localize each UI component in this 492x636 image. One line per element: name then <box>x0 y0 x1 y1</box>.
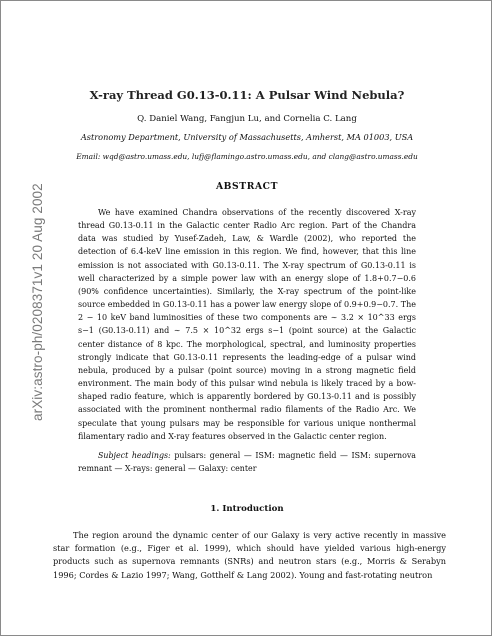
arxiv-stamp: arXiv:astro-ph/0208371v1 20 Aug 2002 <box>30 183 45 421</box>
subject-headings-text: pulsars: general — ISM: magnetic field — ISM: supernova remnant — X-rays: general — Galaxy: center <box>78 451 417 473</box>
subject-headings <box>78 449 416 475</box>
author-list: Q. Daniel Wang, Fangjun Lu, and Cornelia C. Lang <box>137 114 357 124</box>
email-line: Email: wqd@astro.umass.edu, lufj@flamingo.astro.umass.edu, and clang@astro.umass.edu <box>76 152 418 161</box>
abstract-heading: ABSTRACT <box>215 181 279 192</box>
introduction-text: The region around the dynamic center of our Galaxy is very active recently in massive star formation (e.g., Figer et al. 1999), which should have yielded various high-energy products such as supernova remnants (SNRs) and neutron stars (e.g., Morris & Serabyn 1996; Cordes & Lazio 1997; Wang, Gotthelf & Lang 2002). Young and fast-rotating neutron <box>53 530 446 580</box>
paper-title: X-ray Thread G0.13-0.11: A Pulsar Wind Nebula? <box>89 88 405 102</box>
affiliation: Astronomy Department, University of Massachusetts, Amherst, MA 01003, USA <box>80 132 414 142</box>
section-heading-introduction: 1. Introduction <box>210 504 284 514</box>
subject-headings-label: Subject headings: <box>98 451 171 460</box>
abstract-text: We have examined Chandra observations of the recently discovered X-ray thread G0.13-0.11 in the Galactic center Radio Arc region. Part of the Chandra data was studied by Yusef-Zadeh, Law, & Wardle (2002), who reported the detection of 6.4-keV line emission in this region. We find, however, that this line emission is not associated with G0.13-0.11. The X-ray spectrum of G0.13-0.11 is well characterized by a simple power law with an energy slope of 1.8+0.7−0.6 (90% confidence uncertainties). Similarly, the X-ray spectrum of the point-like source embedded in G0.13-0.11 has a power law energy slope of 0.9+0.9−0.7. The 2 − 10 keV band luminosities of these two components are ∼ 3.2 × 10^33 ergs s−1 (G0.13-0.11) and ∼ 7.5 × 10^32 ergs s−1 (point source) at the Galactic center distance of 8 kpc. The morphological, spectral, and luminosity properties strongly indicate that G0.13-0.11 represents the leading-edge of a pulsar wind nebula, produced by a pulsar (point source) moving in a strong magnetic field environment. The main body of this pulsar wind nebula is likely traced by a bow-shaped radio feature, which is apparently bordered by G0.13-0.11 and is possibly associated with the prominent nonthermal radio filaments of the Radio Arc. We speculate that young pulsars may be responsible for various unique nonthermal filamentary radio and X-ray features observed in the Galactic center region. <box>78 208 416 441</box>
